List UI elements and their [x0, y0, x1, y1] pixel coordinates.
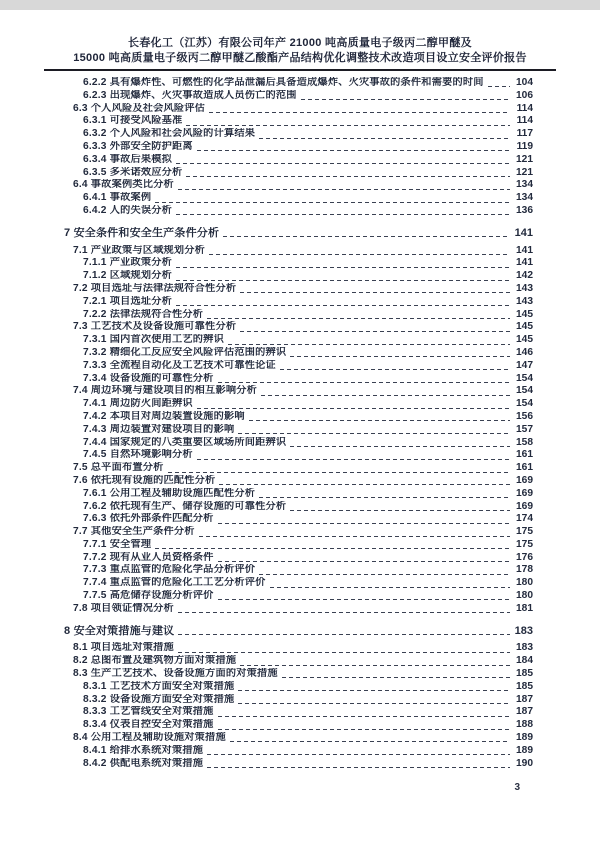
toc-entry-page: 185: [516, 680, 533, 692]
scan-edge-shadow: [0, 0, 600, 10]
dotted-leader: [207, 752, 510, 756]
toc-entry-label: 7.5 总平面布置分析: [73, 462, 164, 474]
toc-entry-label: 8.3.4 仪表自控安全对策措施: [83, 719, 214, 731]
toc-entry: [64, 245, 533, 258]
dotted-leader: [209, 251, 510, 255]
toc-entry: [64, 642, 533, 655]
toc-entry-label: 6.3.3 外部安全防护距离: [83, 140, 193, 152]
table-of-contents: [64, 77, 533, 770]
toc-entry-label: 6.3.4 事故后果模拟: [83, 153, 173, 165]
toc-entry: [64, 411, 533, 424]
toc-entry: [64, 385, 533, 398]
toc-entry-page: 158: [516, 436, 533, 448]
toc-entry: [64, 513, 533, 526]
toc-entry: [64, 625, 533, 638]
toc-entry-label: 8.2 总图布置及建筑物方面对策措施: [73, 655, 237, 667]
toc-entry: [64, 270, 533, 283]
toc-entry: [64, 437, 533, 450]
toc-entry-label: 7.7.2 现有从业人员资格条件: [83, 551, 214, 563]
dotted-leader: [218, 726, 510, 730]
dotted-leader: [240, 290, 510, 294]
toc-entry: [64, 424, 533, 437]
toc-entry-label: 7.4 周边环境与建设项目的相互影响分析: [73, 385, 257, 397]
toc-entry-label: 7.4.2 本项目对周边装置设施的影响: [83, 410, 245, 422]
dotted-leader: [155, 546, 510, 550]
toc-entry-label: 7.2 项目选址与法律法规符合性分析: [73, 282, 237, 294]
toc-entry-label: 8.3.1 工艺技术方面安全对策措施: [83, 680, 235, 692]
toc-entry-page: 154: [516, 372, 533, 384]
dotted-leader: [178, 186, 510, 190]
toc-entry-page: 184: [516, 655, 533, 667]
toc-entry-page: 183: [516, 642, 533, 654]
toc-entry: [64, 552, 533, 565]
toc-entry-label: 7.3.1 国内首次使用工艺的辨识: [83, 334, 224, 346]
dotted-leader: [301, 97, 510, 101]
toc-entry-page: 190: [516, 757, 533, 769]
document-title-line-2: 15000 吨高质量电子级丙二醇甲醚乙酸酯产品结构优化调整技术改造项目设立安全评价报告: [73, 52, 527, 64]
toc-entry: [64, 475, 533, 488]
toc-entry-page: 145: [516, 308, 533, 320]
dotted-leader: [230, 739, 510, 743]
dotted-leader: [223, 234, 510, 238]
toc-entry-page: 143: [516, 282, 533, 294]
toc-entry-label: 7 安全条件和安全生产条件分析: [64, 226, 220, 239]
toc-entry-page: 180: [516, 577, 533, 589]
toc-entry-label: 8.3 生产工艺技术、设备设施方面的对策措施: [73, 668, 278, 680]
dotted-leader: [168, 469, 510, 473]
dotted-leader: [176, 161, 510, 165]
toc-entry: [64, 257, 533, 270]
toc-entry: [64, 154, 533, 167]
toc-entry-page: 147: [516, 359, 533, 371]
toc-entry-label: 8.3.2 设备设施方面安全对策措施: [83, 693, 235, 705]
dotted-leader: [228, 341, 510, 345]
dotted-leader: [197, 456, 510, 460]
toc-entry-page: 176: [516, 551, 533, 563]
toc-entry: [64, 347, 533, 360]
toc-entry-label: 7.4.4 国家规定的八类重要区域场所间距辨识: [83, 436, 287, 448]
toc-entry-label: 6.3 个人风险及社会风险评估: [73, 102, 206, 114]
dotted-leader: [290, 443, 510, 447]
toc-entry-label: 6.2.2 具有爆炸性、可燃性的化学品泄漏后具备造成爆炸、火灾事故的条件和需要的时间: [83, 77, 484, 88]
toc-entry-label: 7.6.3 依托外部条件匹配分析: [83, 513, 214, 525]
toc-entry: [64, 321, 533, 334]
toc-entry-label: 6.2.3 出现爆炸、火灾事故造成人员伤亡的范围: [83, 89, 297, 101]
toc-entry: [64, 539, 533, 552]
dotted-leader: [176, 277, 510, 281]
toc-entry-page: 161: [516, 462, 533, 474]
toc-entry: [64, 501, 533, 514]
toc-entry-label: 6.4.2 人的失误分析: [83, 204, 173, 216]
toc-entry-page: 183: [514, 624, 533, 637]
toc-entry-label: 7.2.1 项目选址分析: [83, 295, 173, 307]
dotted-leader: [261, 392, 510, 396]
toc-entry: [64, 90, 533, 103]
toc-entry-page: 104: [516, 77, 533, 88]
toc-entry: [64, 719, 533, 732]
toc-entry: [64, 192, 533, 205]
toc-entry-page: 154: [516, 398, 533, 410]
toc-entry: [64, 227, 533, 240]
toc-entry-label: 8.4.2 供配电系统对策措施: [83, 757, 204, 769]
header-divider-rule: [44, 69, 556, 71]
toc-entry: [64, 309, 533, 322]
dotted-leader: [176, 264, 510, 268]
dotted-leader: [186, 173, 510, 177]
toc-entry-page: 169: [516, 487, 533, 499]
toc-entry-page: 187: [516, 706, 533, 718]
toc-entry-page: 181: [516, 602, 533, 614]
dotted-leader: [282, 675, 510, 679]
dotted-leader: [238, 431, 510, 435]
toc-entry: [64, 141, 533, 154]
toc-entry: [64, 283, 533, 296]
toc-entry-page: 188: [516, 719, 533, 731]
toc-entry-label: 6.3.1 可接受风险基准: [83, 115, 183, 127]
dotted-leader: [249, 418, 510, 422]
toc-entry: [64, 449, 533, 462]
toc-entry-label: 7.6.1 公用工程及辅助设施匹配性分析: [83, 487, 256, 499]
dotted-leader: [280, 367, 510, 371]
dotted-leader: [199, 533, 510, 537]
dotted-leader: [218, 713, 510, 717]
dotted-leader: [178, 631, 510, 635]
toc-entry-label: 7.6 依托现有设施的匹配性分析: [73, 474, 216, 486]
toc-entry: [64, 681, 533, 694]
toc-entry-label: 7.1.1 产业政策分析: [83, 257, 173, 269]
toc-entry: [64, 655, 533, 668]
dotted-leader: [290, 354, 510, 358]
toc-entry: [64, 462, 533, 475]
toc-entry-label: 7.4.1 周边防火间距辨识: [83, 398, 193, 410]
toc-entry: [64, 694, 533, 707]
dotted-leader: [240, 328, 510, 332]
toc-entry-page: 174: [516, 513, 533, 525]
toc-entry-page: 141: [516, 244, 533, 256]
dotted-leader: [238, 700, 510, 704]
dotted-leader: [176, 303, 510, 307]
toc-entry-page: 119: [516, 140, 533, 152]
toc-entry: [64, 564, 533, 577]
dotted-leader: [259, 571, 510, 575]
dotted-leader: [259, 135, 510, 139]
toc-entry-label: 8.4.1 给排水系统对策措施: [83, 744, 204, 756]
toc-entry-page: 157: [516, 423, 533, 435]
toc-entry: [64, 745, 533, 758]
toc-entry-label: 8.3.3 工艺管线安全对策措施: [83, 706, 214, 718]
page-number: 3: [514, 782, 520, 793]
toc-entry-label: 7.2.2 法律法规符合性分析: [83, 308, 204, 320]
toc-entry-page: 121: [516, 153, 533, 165]
dotted-leader: [178, 649, 510, 653]
toc-entry-page: 178: [516, 564, 533, 576]
toc-entry-page: 145: [516, 334, 533, 346]
toc-entry: [64, 103, 533, 116]
toc-entry-page: 189: [516, 732, 533, 744]
toc-entry: [64, 706, 533, 719]
toc-entry-page: 134: [516, 192, 533, 204]
toc-entry-page: 175: [516, 526, 533, 538]
toc-entry: [64, 334, 533, 347]
toc-entry-label: 8.1 项目选址对策措施: [73, 642, 174, 654]
toc-entry-label: 7.6.2 依托现有生产、储存设施的可靠性分析: [83, 500, 287, 512]
toc-entry: [64, 167, 533, 180]
toc-entry: [64, 732, 533, 745]
toc-entry-page: 185: [516, 668, 533, 680]
dotted-leader: [218, 379, 510, 383]
toc-entry-page: 106: [516, 89, 533, 101]
toc-entry: [64, 668, 533, 681]
toc-entry-page: 141: [516, 257, 533, 269]
toc-entry-page: 156: [516, 410, 533, 422]
dotted-leader: [218, 597, 510, 601]
toc-entry-page: 161: [516, 449, 533, 461]
dotted-leader: [240, 662, 510, 666]
toc-entry-page: 175: [516, 538, 533, 550]
toc-entry: [64, 590, 533, 603]
toc-entry: [64, 128, 533, 141]
toc-entry-page: 142: [516, 270, 533, 282]
toc-entry-label: 7.3.4 设备设施的可靠性分析: [83, 372, 214, 384]
toc-entry-label: 7.3 工艺技术及设备设施可靠性分析: [73, 321, 237, 333]
toc-entry-page: 146: [516, 346, 533, 358]
toc-entry-label: 7.4.3 周边装置对建设项目的影响: [83, 423, 235, 435]
toc-entry: [64, 296, 533, 309]
toc-entry-label: 7.8 项目领证情况分析: [73, 602, 174, 614]
toc-entry: [64, 526, 533, 539]
toc-entry-label: 8 安全对策措施与建议: [64, 624, 175, 637]
dotted-leader: [176, 212, 510, 216]
toc-entry-label: 7.7.5 高危储存设施分析评价: [83, 590, 214, 602]
toc-entry-page: 169: [516, 500, 533, 512]
toc-entry-page: 134: [516, 179, 533, 191]
dotted-leader: [197, 148, 510, 152]
toc-entry-label: 7.7.3 重点监管的危险化学品分析评价: [83, 564, 256, 576]
toc-entry: [64, 205, 533, 218]
dotted-leader: [259, 495, 510, 499]
dotted-leader: [207, 315, 510, 319]
toc-entry: [64, 77, 533, 90]
dotted-leader: [155, 199, 510, 203]
toc-entry-page: 180: [516, 590, 533, 602]
toc-entry: [64, 179, 533, 192]
dotted-leader: [290, 507, 510, 511]
dotted-leader: [197, 405, 510, 409]
toc-entry-label: 7.3.3 全流程自动化及工艺技术可靠性论证: [83, 359, 276, 371]
toc-entry-label: 6.4.1 事故案例: [83, 192, 152, 204]
dotted-leader: [207, 764, 510, 768]
toc-entry-page: 121: [516, 166, 533, 178]
toc-entry-page: 169: [516, 474, 533, 486]
toc-entry-page: 189: [516, 744, 533, 756]
toc-entry-label: 8.4 公用工程及辅助设施对策措施: [73, 732, 226, 744]
toc-entry: [64, 577, 533, 590]
toc-entry-label: 7.1 产业政策与区域规划分析: [73, 244, 206, 256]
toc-entry: [64, 488, 533, 501]
toc-entry: [64, 758, 533, 771]
toc-entry: [64, 373, 533, 386]
toc-entry-page: 187: [516, 693, 533, 705]
dotted-leader: [238, 688, 510, 692]
toc-entry-label: 6.3.2 个人风险和社会风险的计算结果: [83, 128, 256, 140]
dotted-leader: [270, 584, 511, 588]
toc-entry-page: 136: [516, 204, 533, 216]
toc-entry-label: 7.7.1 安全管理: [83, 538, 152, 550]
toc-entry-label: 7.1.2 区域规划分析: [83, 270, 173, 282]
dotted-leader: [218, 558, 510, 562]
toc-entry-page: 154: [516, 385, 533, 397]
toc-entry-page: 143: [516, 295, 533, 307]
dotted-leader: [186, 122, 510, 126]
toc-entry-page: 114: [516, 102, 533, 114]
toc-entry-label: 7.4.5 自然环境影响分析: [83, 449, 193, 461]
toc-entry: [64, 115, 533, 128]
toc-entry-page: 114: [516, 115, 533, 127]
toc-entry-label: 7.3.2 精细化工反应安全风险评估范围的辨识: [83, 346, 287, 358]
dotted-leader: [488, 84, 510, 88]
toc-entry-page: 141: [514, 226, 533, 239]
toc-entry: [64, 360, 533, 373]
toc-entry-page: 117: [516, 128, 533, 140]
toc-entry-label: 7.7.4 重点监管的危险化工工艺分析评价: [83, 577, 266, 589]
toc-entry: [64, 398, 533, 411]
dotted-leader: [209, 109, 510, 113]
dotted-leader: [219, 482, 510, 486]
toc-entry-label: 7.7 其他安全生产条件分析: [73, 526, 195, 538]
toc-entry: [64, 603, 533, 616]
toc-entry-label: 6.4 事故案例类比分析: [73, 179, 174, 191]
toc-entry-page: 145: [516, 321, 533, 333]
toc-entry-label: 6.3.5 多米诺效应分析: [83, 166, 183, 178]
document-title-line-1: 长春化工（江苏）有限公司年产 21000 吨高质量电子级丙二醇甲醚及: [128, 37, 472, 49]
dotted-leader: [218, 520, 510, 524]
dotted-leader: [178, 610, 510, 614]
